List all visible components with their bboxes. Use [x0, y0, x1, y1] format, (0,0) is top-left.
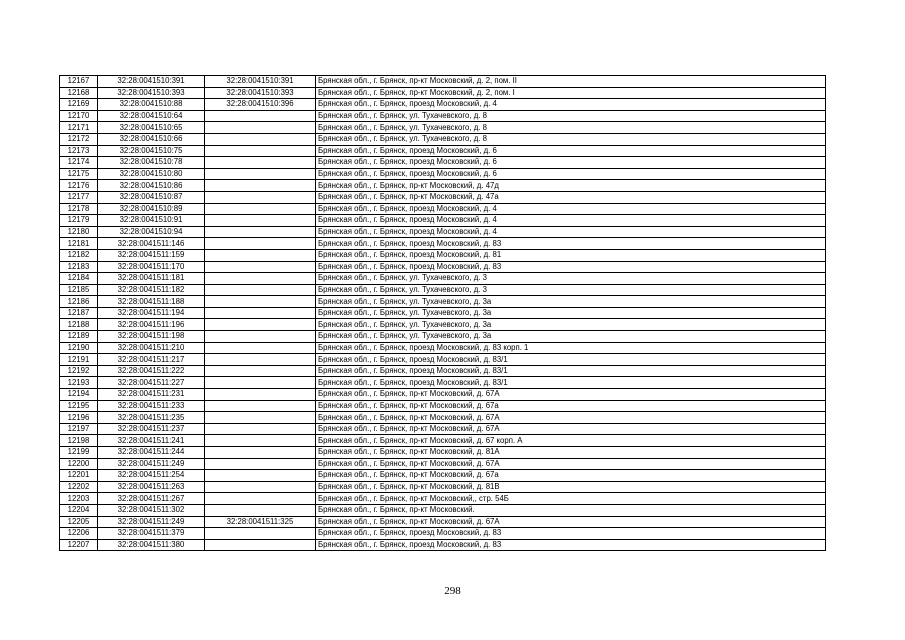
cell-parent-cadastral-number [205, 203, 316, 215]
cell-row-number: 12173 [60, 145, 98, 157]
cell-parent-cadastral-number [205, 238, 316, 250]
cell-row-number: 12168 [60, 87, 98, 99]
table-row [60, 145, 826, 157]
cell-address: Брянская обл., г. Брянск, ул. Тухачевского, д. 3а [316, 307, 826, 319]
cell-row-number: 12191 [60, 354, 98, 366]
table-row [60, 122, 826, 134]
cell-parent-cadastral-number [205, 435, 316, 447]
cell-parent-cadastral-number [205, 319, 316, 331]
cell-address: Брянская обл., г. Брянск, ул. Тухачевского, д. 3а [316, 296, 826, 308]
cell-parent-cadastral-number [205, 447, 316, 459]
cell-address: Брянская обл., г. Брянск, проезд Московский, д. 4 [316, 215, 826, 227]
cell-cadastral-number: 32:28:0041510:86 [98, 180, 205, 192]
cell-cadastral-number: 32:28:0041511:249 [98, 458, 205, 470]
cell-cadastral-number: 32:28:0041511:254 [98, 470, 205, 482]
cell-cadastral-number: 32:28:0041510:89 [98, 203, 205, 215]
cell-row-number: 12182 [60, 249, 98, 261]
table-row [60, 389, 826, 401]
table-row [60, 539, 826, 551]
table-row [60, 458, 826, 470]
cell-row-number: 12205 [60, 516, 98, 528]
cell-cadastral-number: 32:28:0041511:188 [98, 296, 205, 308]
cell-parent-cadastral-number [205, 331, 316, 343]
cell-parent-cadastral-number: 32:28:0041510:391 [205, 76, 316, 88]
table-row [60, 319, 826, 331]
cell-parent-cadastral-number [205, 168, 316, 180]
cell-address: Брянская обл., г. Брянск, проезд Московский, д. 83 [316, 539, 826, 551]
cell-cadastral-number: 32:28:0041510:65 [98, 122, 205, 134]
cell-address: Брянская обл., г. Брянск, ул. Тухачевского, д. 8 [316, 133, 826, 145]
cell-cadastral-number: 32:28:0041511:222 [98, 365, 205, 377]
cell-cadastral-number: 32:28:0041510:75 [98, 145, 205, 157]
table-row [60, 481, 826, 493]
cell-row-number: 12179 [60, 215, 98, 227]
cell-address: Брянская обл., г. Брянск, проезд Московский, д. 83 [316, 528, 826, 540]
cell-row-number: 12203 [60, 493, 98, 505]
cell-cadastral-number: 32:28:0041511:210 [98, 342, 205, 354]
table-row [60, 296, 826, 308]
cell-row-number: 12200 [60, 458, 98, 470]
cell-row-number: 12181 [60, 238, 98, 250]
cell-row-number: 12172 [60, 133, 98, 145]
cell-cadastral-number: 32:28:0041511:198 [98, 331, 205, 343]
cell-row-number: 12178 [60, 203, 98, 215]
cell-address: Брянская обл., г. Брянск, пр-кт Московский, д. 67А [316, 516, 826, 528]
cell-row-number: 12187 [60, 307, 98, 319]
cell-address: Брянская обл., г. Брянск, пр-кт Московский. [316, 504, 826, 516]
cell-row-number: 12201 [60, 470, 98, 482]
cell-row-number: 12204 [60, 504, 98, 516]
cell-cadastral-number: 32:28:0041511:181 [98, 273, 205, 285]
cell-cadastral-number: 32:28:0041511:235 [98, 412, 205, 424]
cell-row-number: 12207 [60, 539, 98, 551]
cell-row-number: 12190 [60, 342, 98, 354]
cell-address: Брянская обл., г. Брянск, пр-кт Московский, д. 67А [316, 412, 826, 424]
cell-parent-cadastral-number [205, 273, 316, 285]
table-row [60, 412, 826, 424]
cell-cadastral-number: 32:28:0041511:244 [98, 447, 205, 459]
cell-parent-cadastral-number [205, 157, 316, 169]
cell-row-number: 12174 [60, 157, 98, 169]
cell-cadastral-number: 32:28:0041511:196 [98, 319, 205, 331]
cell-address: Брянская обл., г. Брянск, проезд Московский, д. 83 [316, 238, 826, 250]
cell-row-number: 12171 [60, 122, 98, 134]
cell-cadastral-number: 32:28:0041510:80 [98, 168, 205, 180]
cell-row-number: 12170 [60, 110, 98, 122]
cell-parent-cadastral-number [205, 504, 316, 516]
cell-address: Брянская обл., г. Брянск, проезд Московский, д. 4 [316, 226, 826, 238]
cell-address: Брянская обл., г. Брянск, проезд Московский, д. 4 [316, 203, 826, 215]
cell-cadastral-number: 32:28:0041511:194 [98, 307, 205, 319]
cell-address: Брянская обл., г. Брянск, пр-кт Московский, д. 67а [316, 400, 826, 412]
cell-row-number: 12180 [60, 226, 98, 238]
table-row [60, 331, 826, 343]
table-row [60, 504, 826, 516]
cell-cadastral-number: 32:28:0041510:393 [98, 87, 205, 99]
cell-cadastral-number: 32:28:0041510:66 [98, 133, 205, 145]
cell-cadastral-number: 32:28:0041510:391 [98, 76, 205, 88]
cell-row-number: 12175 [60, 168, 98, 180]
cell-row-number: 12183 [60, 261, 98, 273]
table-row [60, 354, 826, 366]
cell-address: Брянская обл., г. Брянск, ул. Тухачевского, д. 8 [316, 110, 826, 122]
cell-parent-cadastral-number [205, 226, 316, 238]
cell-address: Брянская обл., г. Брянск, пр-кт Московский, д. 47а [316, 191, 826, 203]
cell-row-number: 12202 [60, 481, 98, 493]
cell-row-number: 12167 [60, 76, 98, 88]
cell-address: Брянская обл., г. Брянск, проезд Московский, д. 83/1 [316, 377, 826, 389]
table-row [60, 249, 826, 261]
cell-address: Брянская обл., г. Брянск, проезд Московский, д. 83 [316, 261, 826, 273]
cell-parent-cadastral-number [205, 354, 316, 366]
table-row [60, 284, 826, 296]
cell-row-number: 12206 [60, 528, 98, 540]
table-row [60, 99, 826, 111]
cell-address: Брянская обл., г. Брянск, пр-кт Московский, д. 2, пом. I [316, 87, 826, 99]
cell-parent-cadastral-number [205, 423, 316, 435]
cell-address: Брянская обл., г. Брянск, пр-кт Московский, д. 67А [316, 423, 826, 435]
cell-parent-cadastral-number [205, 122, 316, 134]
table-row [60, 400, 826, 412]
cell-address: Брянская обл., г. Брянск, пр-кт Московский, д. 67а [316, 470, 826, 482]
cell-cadastral-number: 32:28:0041510:78 [98, 157, 205, 169]
cell-cadastral-number: 32:28:0041511:241 [98, 435, 205, 447]
cell-parent-cadastral-number: 32:28:0041510:396 [205, 99, 316, 111]
cell-row-number: 12198 [60, 435, 98, 447]
cell-address: Брянская обл., г. Брянск, пр-кт Московский, д. 47д [316, 180, 826, 192]
table-row [60, 470, 826, 482]
cell-row-number: 12192 [60, 365, 98, 377]
cell-row-number: 12189 [60, 331, 98, 343]
cell-address: Брянская обл., г. Брянск, ул. Тухачевского, д. 3 [316, 273, 826, 285]
cell-parent-cadastral-number [205, 110, 316, 122]
cell-cadastral-number: 32:28:0041511:182 [98, 284, 205, 296]
cell-parent-cadastral-number [205, 249, 316, 261]
cell-cadastral-number: 32:28:0041510:88 [98, 99, 205, 111]
table-row [60, 447, 826, 459]
page-number: 298 [444, 585, 461, 597]
table-row [60, 273, 826, 285]
cell-parent-cadastral-number [205, 481, 316, 493]
table-row [60, 377, 826, 389]
cell-parent-cadastral-number [205, 412, 316, 424]
cell-address: Брянская обл., г. Брянск, проезд Московский, д. 6 [316, 145, 826, 157]
cell-address: Брянская обл., г. Брянск, проезд Московский, д. 83/1 [316, 354, 826, 366]
cell-address: Брянская обл., г. Брянск, пр-кт Московский, д. 81В [316, 481, 826, 493]
cell-parent-cadastral-number [205, 296, 316, 308]
cell-row-number: 12184 [60, 273, 98, 285]
cell-address: Брянская обл., г. Брянск, пр-кт Московский, д. 67А [316, 389, 826, 401]
cell-parent-cadastral-number [205, 133, 316, 145]
cell-parent-cadastral-number: 32:28:0041510:393 [205, 87, 316, 99]
cell-cadastral-number: 32:28:0041511:380 [98, 539, 205, 551]
table-row [60, 365, 826, 377]
table-row [60, 307, 826, 319]
cell-cadastral-number: 32:28:0041511:263 [98, 481, 205, 493]
table-row [60, 261, 826, 273]
cell-address: Брянская обл., г. Брянск, проезд Московский, д. 6 [316, 157, 826, 169]
cell-parent-cadastral-number [205, 528, 316, 540]
registry-table [59, 75, 826, 551]
cell-cadastral-number: 32:28:0041511:227 [98, 377, 205, 389]
cell-parent-cadastral-number [205, 261, 316, 273]
cell-cadastral-number: 32:28:0041511:249 [98, 516, 205, 528]
cell-cadastral-number: 32:28:0041511:217 [98, 354, 205, 366]
cell-row-number: 12169 [60, 99, 98, 111]
table-row [60, 226, 826, 238]
cell-parent-cadastral-number [205, 539, 316, 551]
cell-cadastral-number: 32:28:0041511:267 [98, 493, 205, 505]
cell-cadastral-number: 32:28:0041511:379 [98, 528, 205, 540]
cell-parent-cadastral-number [205, 389, 316, 401]
cell-address: Брянская обл., г. Брянск, ул. Тухачевского, д. 3а [316, 319, 826, 331]
cell-parent-cadastral-number [205, 307, 316, 319]
cell-parent-cadastral-number [205, 284, 316, 296]
table-row [60, 191, 826, 203]
cell-row-number: 12196 [60, 412, 98, 424]
cell-cadastral-number: 32:28:0041510:64 [98, 110, 205, 122]
cell-address: Брянская обл., г. Брянск, проезд Московский, д. 4 [316, 99, 826, 111]
cell-cadastral-number: 32:28:0041511:231 [98, 389, 205, 401]
cell-address: Брянская обл., г. Брянск, пр-кт Московский, д. 67А [316, 458, 826, 470]
cell-parent-cadastral-number [205, 342, 316, 354]
cell-cadastral-number: 32:28:0041511:233 [98, 400, 205, 412]
cell-address: Брянская обл., г. Брянск, ул. Тухачевского, д. 3 [316, 284, 826, 296]
table-row [60, 157, 826, 169]
cell-cadastral-number: 32:28:0041511:237 [98, 423, 205, 435]
cell-cadastral-number: 32:28:0041511:302 [98, 504, 205, 516]
cell-row-number: 12194 [60, 389, 98, 401]
cell-parent-cadastral-number [205, 180, 316, 192]
cell-parent-cadastral-number [205, 493, 316, 505]
cell-parent-cadastral-number [205, 470, 316, 482]
cell-address: Брянская обл., г. Брянск, пр-кт Московский, д. 2, пом. II [316, 76, 826, 88]
cell-address: Брянская обл., г. Брянск, проезд Московский, д. 81 [316, 249, 826, 261]
table-row [60, 342, 826, 354]
cell-address: Брянская обл., г. Брянск, ул. Тухачевского, д. 3а [316, 331, 826, 343]
cell-row-number: 12197 [60, 423, 98, 435]
cell-cadastral-number: 32:28:0041510:87 [98, 191, 205, 203]
cell-row-number: 12177 [60, 191, 98, 203]
table-row [60, 168, 826, 180]
cell-cadastral-number: 32:28:0041511:170 [98, 261, 205, 273]
cell-row-number: 12188 [60, 319, 98, 331]
cell-address: Брянская обл., г. Брянск, ул. Тухачевского, д. 8 [316, 122, 826, 134]
cell-parent-cadastral-number [205, 191, 316, 203]
cell-row-number: 12185 [60, 284, 98, 296]
cell-address: Брянская обл., г. Брянск, пр-кт Московский, д. 67 корп. А [316, 435, 826, 447]
cell-cadastral-number: 32:28:0041511:146 [98, 238, 205, 250]
cell-parent-cadastral-number [205, 458, 316, 470]
table-row [60, 180, 826, 192]
cell-parent-cadastral-number: 32:28:0041511:325 [205, 516, 316, 528]
cell-parent-cadastral-number [205, 400, 316, 412]
cell-address: Брянская обл., г. Брянск, пр-кт Московский, д. 81А [316, 447, 826, 459]
cell-address: Брянская обл., г. Брянск, проезд Московский, д. 6 [316, 168, 826, 180]
table-row [60, 423, 826, 435]
table-row [60, 133, 826, 145]
cell-parent-cadastral-number [205, 215, 316, 227]
table-row [60, 435, 826, 447]
cell-cadastral-number: 32:28:0041511:159 [98, 249, 205, 261]
table-row [60, 493, 826, 505]
cell-parent-cadastral-number [205, 365, 316, 377]
cell-address: Брянская обл., г. Брянск, проезд Московский, д. 83/1 [316, 365, 826, 377]
table-row [60, 215, 826, 227]
cell-row-number: 12186 [60, 296, 98, 308]
table-row [60, 110, 826, 122]
cell-cadastral-number: 32:28:0041510:91 [98, 215, 205, 227]
cell-cadastral-number: 32:28:0041510:94 [98, 226, 205, 238]
table-row [60, 76, 826, 88]
cell-parent-cadastral-number [205, 145, 316, 157]
registry-table-body [60, 76, 826, 551]
table-row [60, 516, 826, 528]
table-row [60, 87, 826, 99]
table-row [60, 203, 826, 215]
cell-row-number: 12195 [60, 400, 98, 412]
cell-row-number: 12176 [60, 180, 98, 192]
cell-address: Брянская обл., г. Брянск, проезд Московский, д. 83 корп. 1 [316, 342, 826, 354]
cell-parent-cadastral-number [205, 377, 316, 389]
cell-row-number: 12193 [60, 377, 98, 389]
cell-address: Брянская обл., г. Брянск, пр-кт Московский,, стр. 54Б [316, 493, 826, 505]
table-row [60, 528, 826, 540]
table-row [60, 238, 826, 250]
cell-row-number: 12199 [60, 447, 98, 459]
